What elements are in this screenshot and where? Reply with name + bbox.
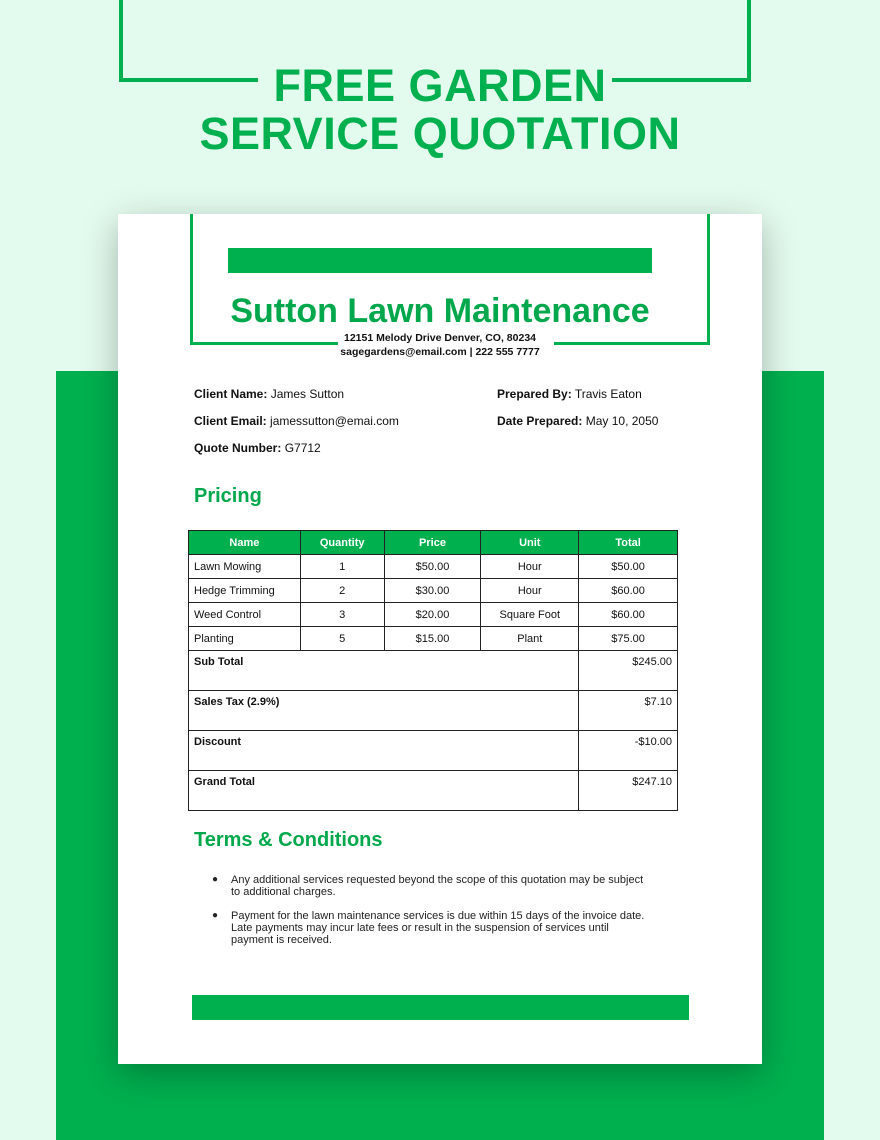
client-email-value: jamessutton@emai.com	[270, 414, 399, 428]
pricing-header-row	[189, 531, 678, 555]
cell-total: $60.00	[579, 579, 678, 603]
cell-quantity: 1	[300, 555, 384, 579]
sales-tax-value: $7.10	[579, 691, 678, 731]
cell-price: $50.00	[384, 555, 481, 579]
terms-heading: Terms & Conditions	[194, 829, 383, 851]
col-header-unit: Unit	[481, 531, 579, 555]
discount-row	[189, 731, 678, 771]
prepared-by-field	[497, 386, 642, 402]
cell-price: $30.00	[384, 579, 481, 603]
grand-total-value: $247.10	[579, 771, 678, 811]
banner-title	[0, 62, 880, 158]
cell-total: $50.00	[579, 555, 678, 579]
banner-title-line2: SERVICE QUOTATION	[199, 108, 681, 159]
client-email-label: Client Email:	[194, 414, 267, 428]
company-contact: sagegardens@email.com | 222 555 7777	[340, 346, 540, 358]
table-row	[189, 555, 678, 579]
quote-number-label: Quote Number:	[194, 441, 282, 455]
cell-name: Hedge Trimming	[189, 579, 301, 603]
header-accent-bar	[228, 248, 652, 273]
cell-price: $20.00	[384, 603, 481, 627]
company-name: Sutton Lawn Maintenance	[230, 292, 650, 330]
cell-unit: Hour	[481, 555, 579, 579]
cell-name: Planting	[189, 627, 301, 651]
quote-number-value: G7712	[284, 441, 321, 455]
cell-name: Lawn Mowing	[189, 555, 301, 579]
company-address: 12151 Melody Drive Denver, CO, 80234	[343, 332, 537, 344]
pricing-table	[188, 530, 678, 811]
cell-quantity: 3	[300, 603, 384, 627]
cell-price: $15.00	[384, 627, 481, 651]
sales-tax-label: Sales Tax (2.9%)	[189, 691, 579, 731]
pricing-heading: Pricing	[194, 485, 262, 507]
cell-unit: Plant	[481, 627, 579, 651]
date-prepared-value: May 10, 2050	[585, 414, 659, 428]
client-name-label: Client Name:	[194, 387, 268, 401]
col-header-price: Price	[384, 531, 481, 555]
cell-name: Weed Control	[189, 603, 301, 627]
col-header-name: Name	[189, 531, 301, 555]
prepared-by-value: Travis Eaton	[574, 387, 642, 401]
cell-unit: Hour	[481, 579, 579, 603]
date-prepared-label: Date Prepared:	[497, 414, 583, 428]
col-header-total: Total	[579, 531, 678, 555]
client-name-field	[194, 386, 344, 402]
table-row	[189, 603, 678, 627]
cell-total: $60.00	[579, 603, 678, 627]
subtotal-value: $245.00	[579, 651, 678, 691]
prepared-by-label: Prepared By:	[497, 387, 572, 401]
sales-tax-row	[189, 691, 678, 731]
bullet-icon: ●	[212, 910, 219, 921]
grand-total-label: Grand Total	[189, 771, 579, 811]
bullet-icon: ●	[212, 874, 219, 885]
terms-item-text: Payment for the lawn maintenance services is due within 15 days of the invoice date. Late payments may incur late fees or result in the suspension of services until payment is received.	[231, 910, 645, 946]
banner-title-line1: FREE GARDEN	[273, 60, 607, 111]
discount-value: -$10.00	[579, 731, 678, 771]
table-row	[189, 579, 678, 603]
quotation-document	[118, 214, 762, 1064]
client-name-value: James Sutton	[270, 387, 345, 401]
cell-total: $75.00	[579, 627, 678, 651]
subtotal-label: Sub Total	[189, 651, 579, 691]
footer-accent-bar	[192, 995, 689, 1020]
client-email-field	[194, 413, 399, 429]
terms-item-text: Any additional services requested beyond the scope of this quotation may be subject to additional charges.	[231, 874, 644, 898]
col-header-quantity: Quantity	[300, 531, 384, 555]
subtotal-row	[189, 651, 678, 691]
cell-unit: Square Foot	[481, 603, 579, 627]
cell-quantity: 2	[300, 579, 384, 603]
list-item	[212, 910, 652, 946]
date-prepared-field	[497, 413, 658, 429]
table-row	[189, 627, 678, 651]
grand-total-row	[189, 771, 678, 811]
discount-label: Discount	[189, 731, 579, 771]
cell-quantity: 5	[300, 627, 384, 651]
quote-number-field	[194, 440, 321, 456]
terms-list	[212, 874, 652, 958]
list-item	[212, 874, 652, 898]
